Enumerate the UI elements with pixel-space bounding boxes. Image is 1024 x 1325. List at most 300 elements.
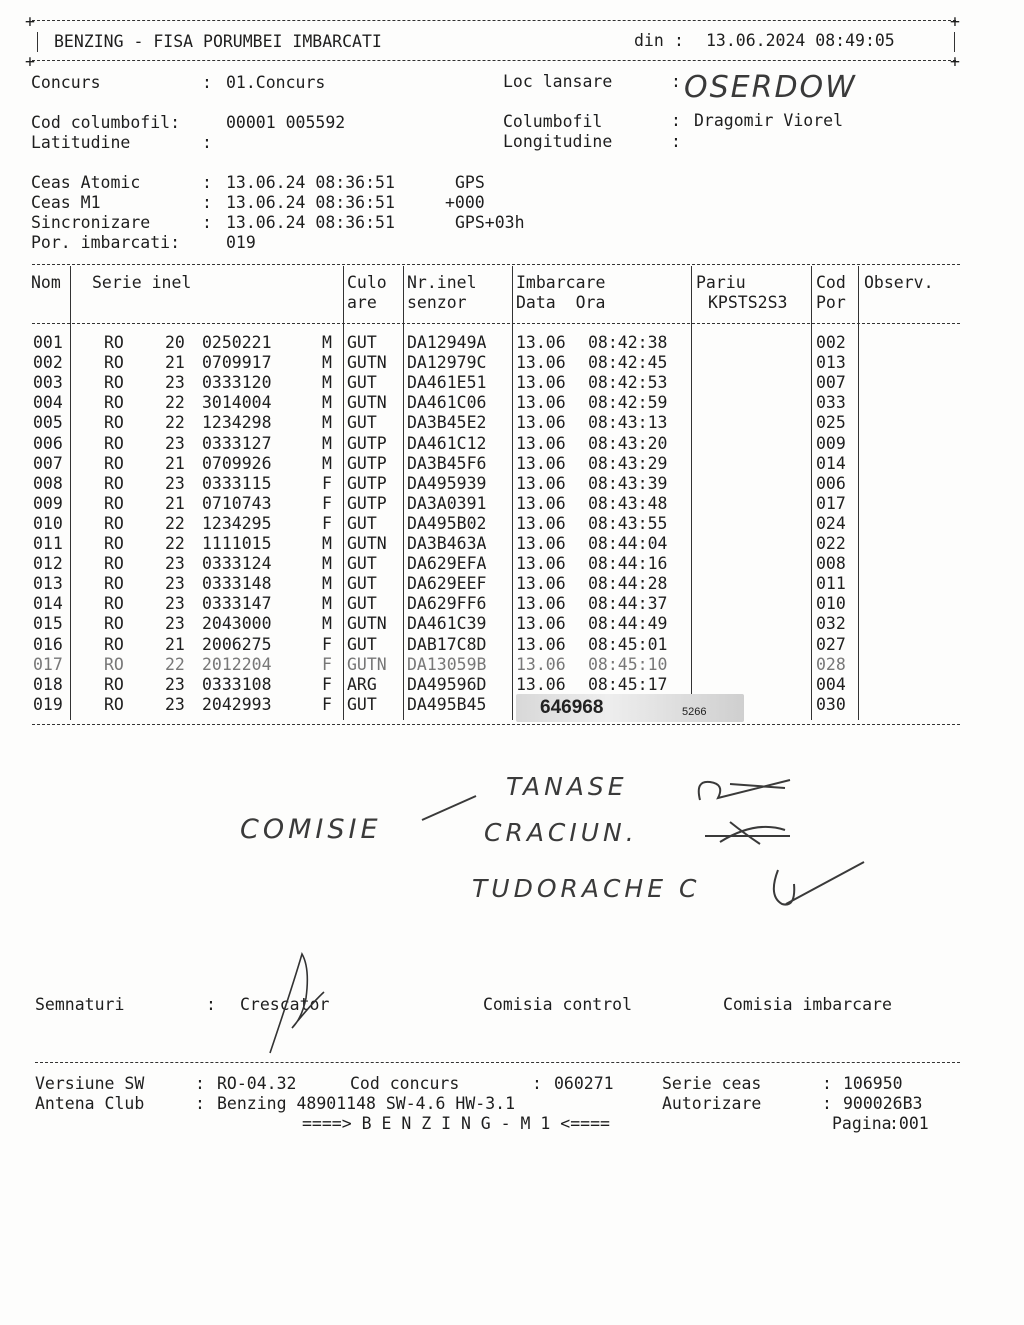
tara-cell: RO [104, 453, 124, 473]
culoare-cell: GUTN [347, 353, 387, 373]
colon: : [202, 173, 212, 192]
senzor-cell: DA3B45E2 [407, 413, 487, 433]
corner-plus: + [25, 12, 35, 31]
cod-cell: 006 [816, 473, 846, 493]
col-observatii: Observ. [864, 273, 934, 292]
cod-cell: 033 [816, 393, 846, 413]
inel-cell: 0333120 [202, 373, 272, 393]
col-cod-1: Cod [816, 273, 846, 292]
ora-cell: 08:44:28 [588, 574, 668, 594]
senzor-cell: DA3B45F6 [407, 453, 487, 473]
cod-columbofil-label: Cod columbofil: [31, 113, 181, 132]
ora-cell: 08:43:55 [588, 513, 668, 533]
longitudine-label: Longitudine [503, 132, 613, 151]
table-row [0, 474, 1024, 494]
data-cell: 13.06 [516, 353, 566, 373]
sex-cell: M [322, 594, 332, 614]
handwritten-name-1: TANASE [506, 772, 628, 801]
nom-cell: 009 [33, 493, 63, 513]
colon: : [202, 213, 212, 232]
inel-cell: 0333148 [202, 574, 272, 594]
inel-cell: 2012204 [202, 654, 272, 674]
data-cell: 13.06 [516, 614, 566, 634]
ora-cell: 08:43:29 [588, 453, 668, 473]
senzor-cell: DA12979C [407, 353, 487, 373]
col-culoare-1: Culo [347, 273, 387, 292]
handwritten-name-2: CRACIUN. [484, 818, 638, 847]
an-cell: 22 [165, 654, 185, 674]
ora-cell: 08:44:49 [588, 614, 668, 634]
nom-cell: 014 [33, 594, 63, 614]
table-row [0, 675, 1024, 695]
sex-cell: F [322, 473, 332, 493]
tara-cell: RO [104, 574, 124, 594]
an-cell: 22 [165, 393, 185, 413]
senzor-cell: DA495939 [407, 473, 487, 493]
nom-cell: 015 [33, 614, 63, 634]
table-row [0, 333, 1024, 353]
sex-cell: F [322, 674, 332, 694]
antena-label: Antena Club [35, 1094, 145, 1113]
table-row [0, 534, 1024, 554]
inel-cell: 0709926 [202, 453, 272, 473]
table-row [0, 574, 1024, 594]
versiune-label: Versiune SW [35, 1074, 145, 1093]
data-cell: 13.06 [516, 554, 566, 574]
culoare-cell: GUTN [347, 393, 387, 413]
cod-concurs-value: 060271 [554, 1074, 614, 1093]
header-left-border [37, 32, 38, 52]
footer-rule [35, 1062, 960, 1063]
colon: : [671, 132, 681, 151]
colon: : [195, 1094, 205, 1113]
nom-cell: 012 [33, 554, 63, 574]
culoare-cell: GUT [347, 513, 377, 533]
ora-cell: 08:44:37 [588, 594, 668, 614]
an-cell: 23 [165, 594, 185, 614]
sex-cell: M [322, 574, 332, 594]
porumbei-imbarcati-value: 019 [226, 233, 256, 252]
cod-cell: 028 [816, 654, 846, 674]
data-cell: 13.06 [516, 393, 566, 413]
cod-cell: 022 [816, 534, 846, 553]
colon: : [195, 1074, 205, 1093]
sincronizare-source: GPS+03h [455, 213, 525, 232]
serie-ceas-label: Serie ceas [662, 1074, 762, 1093]
sex-cell: M [322, 393, 332, 413]
concurs-value: 01.Concurs [226, 73, 326, 92]
col-pariu-2: KPSTS2S3 [708, 293, 788, 312]
ora-cell: 08:42:59 [588, 393, 668, 413]
ora-cell: 08:45:01 [588, 634, 668, 654]
culoare-cell: GUTP [347, 433, 387, 453]
tara-cell: RO [104, 654, 124, 674]
col-nr-inel-1: Nr.inel [407, 273, 477, 292]
cod-columbofil-value: 00001 005592 [226, 113, 346, 132]
ceas-m1-label: Ceas M1 [31, 193, 101, 212]
senzor-cell: DA495B02 [407, 513, 487, 533]
nom-cell: 016 [33, 634, 63, 654]
inel-cell: 0710743 [202, 493, 272, 513]
tara-cell: RO [104, 534, 124, 553]
col-cod-2: Por [816, 293, 846, 312]
ora-cell: 08:45:10 [588, 654, 668, 674]
corner-plus: + [950, 12, 960, 31]
an-cell: 23 [165, 473, 185, 493]
an-cell: 23 [165, 433, 185, 453]
data-cell: 13.06 [516, 413, 566, 433]
senzor-cell: DA461C39 [407, 614, 487, 634]
table-row [0, 514, 1024, 534]
table-row [0, 353, 1024, 373]
inel-cell: 0709917 [202, 353, 272, 373]
pagina-value: :001 [889, 1114, 929, 1133]
nom-cell: 011 [33, 534, 63, 553]
ora-cell: 08:43:20 [588, 433, 668, 453]
cod-cell: 030 [816, 694, 846, 714]
sex-cell: M [322, 554, 332, 574]
handwritten-comisie: COMISIE [240, 814, 382, 845]
nom-cell: 019 [33, 694, 63, 714]
senzor-cell: DA495B45 [407, 694, 487, 714]
cod-cell: 004 [816, 674, 846, 694]
table-bottom-rule [32, 724, 960, 725]
nom-cell: 002 [33, 353, 63, 373]
pagina-label: Pagina [832, 1114, 892, 1133]
inel-cell: 0333147 [202, 594, 272, 614]
table-row [0, 614, 1024, 634]
culoare-cell: GUTN [347, 534, 387, 553]
sincronizare-label: Sincronizare [31, 213, 151, 232]
inel-cell: 0333124 [202, 554, 272, 574]
autorizare-value: 900026B3 [843, 1094, 923, 1113]
senzor-cell: DA13059B [407, 654, 487, 674]
culoare-cell: GUT [347, 413, 377, 433]
tara-cell: RO [104, 674, 124, 694]
sex-cell: M [322, 534, 332, 553]
nom-cell: 004 [33, 393, 63, 413]
cod-cell: 010 [816, 594, 846, 614]
col-imbarcare-1: Imbarcare [516, 273, 606, 292]
cod-cell: 027 [816, 634, 846, 654]
sex-cell: M [322, 373, 332, 393]
table-row [0, 554, 1024, 574]
data-cell: 13.06 [516, 453, 566, 473]
data-cell: 13.06 [516, 634, 566, 654]
an-cell: 21 [165, 353, 185, 373]
corner-plus: + [950, 52, 960, 71]
nom-cell: 013 [33, 574, 63, 594]
inel-cell: 2006275 [202, 634, 272, 654]
culoare-cell: GUT [347, 694, 377, 714]
colon: : [671, 72, 681, 91]
tara-cell: RO [104, 594, 124, 614]
table-row [0, 635, 1024, 655]
table-row [0, 434, 1024, 454]
tara-cell: RO [104, 634, 124, 654]
nom-cell: 003 [33, 373, 63, 393]
ora-cell: 08:45:17 [588, 674, 668, 694]
an-cell: 23 [165, 674, 185, 694]
cod-cell: 007 [816, 373, 846, 393]
culoare-cell: GUT [347, 634, 377, 654]
tara-cell: RO [104, 373, 124, 393]
an-cell: 21 [165, 453, 185, 473]
table-row [0, 655, 1024, 675]
header-right-border [954, 32, 955, 52]
nom-cell: 010 [33, 513, 63, 533]
sex-cell: F [322, 694, 332, 714]
cod-cell: 008 [816, 554, 846, 574]
ora-cell: 08:43:48 [588, 493, 668, 513]
an-cell: 23 [165, 373, 185, 393]
table-row [0, 393, 1024, 413]
col-nom: Nom [31, 273, 61, 292]
cod-concurs-label: Cod concurs [350, 1074, 460, 1093]
ceas-atomic-value: 13.06.24 08:36:51 [226, 173, 395, 192]
an-cell: 23 [165, 614, 185, 634]
loc-lansare-handwritten: OSERDOW [684, 70, 857, 105]
colon: : [206, 995, 216, 1014]
sex-cell: M [322, 333, 332, 352]
colon: : [202, 193, 212, 212]
nom-cell: 006 [33, 433, 63, 453]
an-cell: 22 [165, 513, 185, 533]
ora-cell: 08:43:39 [588, 473, 668, 493]
data-cell: 13.06 [516, 654, 566, 674]
col-serie-inel: Serie inel [92, 273, 192, 292]
senzor-cell: DA461C06 [407, 393, 487, 413]
page-title: BENZING - FISA PORUMBEI IMBARCATI [54, 32, 382, 51]
culoare-cell: GUTN [347, 614, 387, 634]
tara-cell: RO [104, 353, 124, 373]
inel-cell: 1111015 [202, 534, 272, 553]
nom-cell: 001 [33, 333, 63, 352]
crescator-label: Crescator [240, 995, 330, 1014]
tara-cell: RO [104, 493, 124, 513]
inel-cell: 1234298 [202, 413, 272, 433]
tara-cell: RO [104, 333, 124, 352]
seal-number: 646968 [540, 697, 604, 718]
nom-cell: 017 [33, 654, 63, 674]
data-cell: 13.06 [516, 433, 566, 453]
colon: : [822, 1094, 832, 1113]
table-row [0, 454, 1024, 474]
cod-cell: 014 [816, 453, 846, 473]
ora-cell: 08:44:04 [588, 534, 668, 553]
senzor-cell: DA629EEF [407, 574, 487, 594]
table-row [0, 413, 1024, 433]
data-cell: 13.06 [516, 513, 566, 533]
brand-line: ====> B E N Z I N G - M 1 <==== [302, 1114, 610, 1133]
inel-cell: 2042993 [202, 694, 272, 714]
ora-cell: 08:42:53 [588, 373, 668, 393]
tara-cell: RO [104, 554, 124, 574]
tara-cell: RO [104, 433, 124, 453]
culoare-cell: GUT [347, 373, 377, 393]
header-bottom-rule [32, 60, 956, 61]
table-row [0, 373, 1024, 393]
an-cell: 21 [165, 493, 185, 513]
corner-plus: + [25, 52, 35, 71]
sex-cell: M [322, 614, 332, 634]
col-nr-inel-2: senzor [407, 293, 467, 312]
culoare-cell: GUTN [347, 654, 387, 674]
handwritten-name-3: TUDORACHE C [472, 874, 701, 903]
versiune-value: RO-04.32 [217, 1074, 297, 1093]
ora-cell: 08:43:13 [588, 413, 668, 433]
sex-cell: M [322, 413, 332, 433]
cod-cell: 011 [816, 574, 846, 594]
tara-cell: RO [104, 393, 124, 413]
date-value: 13.06.2024 08:49:05 [706, 31, 895, 50]
culoare-cell: GUT [347, 333, 377, 352]
col-pariu-1: Pariu [696, 273, 746, 292]
header-top-rule [32, 20, 956, 21]
inel-cell: 0333115 [202, 473, 272, 493]
culoare-cell: GUTP [347, 493, 387, 513]
col-culoare-2: are [347, 293, 377, 312]
colon: : [532, 1074, 542, 1093]
senzor-cell: DAB17C8D [407, 634, 487, 654]
sex-cell: M [322, 433, 332, 453]
signature-mark-1 [690, 770, 800, 810]
cod-cell: 025 [816, 413, 846, 433]
data-cell: 13.06 [516, 333, 566, 352]
table-row [0, 695, 1024, 715]
latitudine-label: Latitudine [31, 133, 131, 152]
data-cell: 13.06 [516, 674, 566, 694]
antena-value: Benzing 48901148 SW-4.6 HW-3.1 [217, 1094, 516, 1113]
columbofil-label: Columbofil [503, 112, 603, 131]
table-row [0, 594, 1024, 614]
sex-cell: M [322, 353, 332, 373]
comisia-imbarcare-label: Comisia imbarcare [723, 995, 892, 1014]
ceas-m1-offset: +000 [445, 193, 485, 212]
colon: : [671, 111, 681, 130]
an-cell: 23 [165, 574, 185, 594]
table-top-rule [32, 264, 960, 265]
autorizare-label: Autorizare [662, 1094, 762, 1113]
signature-mark-3 [760, 856, 870, 916]
sex-cell: M [322, 453, 332, 473]
cod-cell: 017 [816, 493, 846, 513]
an-cell: 23 [165, 694, 185, 714]
nom-cell: 008 [33, 473, 63, 493]
inel-cell: 1234295 [202, 513, 272, 533]
concurs-label: Concurs [31, 73, 101, 92]
culoare-cell: GUT [347, 594, 377, 614]
culoare-cell: GUTP [347, 453, 387, 473]
culoare-cell: GUT [347, 554, 377, 574]
ora-cell: 08:42:38 [588, 333, 668, 352]
data-cell: 13.06 [516, 493, 566, 513]
senzor-cell: DA3B463A [407, 534, 487, 553]
table-header-rule [32, 323, 960, 324]
table-body [0, 333, 1024, 718]
date-colon: : [674, 31, 684, 50]
table-row [0, 494, 1024, 514]
handwritten-stroke [420, 792, 480, 822]
columbofil-value: Dragomir Viorel [694, 111, 844, 130]
senzor-cell: DA49596D [407, 674, 487, 694]
comisia-control-label: Comisia control [483, 995, 633, 1014]
tara-cell: RO [104, 513, 124, 533]
colon: : [202, 133, 212, 152]
data-cell: 13.06 [516, 373, 566, 393]
sex-cell: F [322, 493, 332, 513]
sincronizare-value: 13.06.24 08:36:51 [226, 213, 395, 232]
an-cell: 20 [165, 333, 185, 352]
seal-small-number: 5266 [682, 706, 707, 718]
cod-cell: 009 [816, 433, 846, 453]
ora-cell: 08:42:45 [588, 353, 668, 373]
sex-cell: F [322, 654, 332, 674]
cod-cell: 024 [816, 513, 846, 533]
nom-cell: 007 [33, 453, 63, 473]
sex-cell: F [322, 634, 332, 654]
culoare-cell: GUT [347, 574, 377, 594]
inel-cell: 2043000 [202, 614, 272, 634]
culoare-cell: GUTP [347, 473, 387, 493]
colon: : [822, 1074, 832, 1093]
inel-cell: 3014004 [202, 393, 272, 413]
porumbei-imbarcati-label: Por. imbarcati: [31, 233, 181, 252]
ora-cell: 08:44:16 [588, 554, 668, 574]
semnaturi-label: Semnaturi [35, 995, 125, 1014]
data-cell: 13.06 [516, 594, 566, 614]
culoare-cell: ARG [347, 674, 377, 694]
data-cell: 13.06 [516, 473, 566, 493]
date-label: din [634, 31, 664, 50]
tara-cell: RO [104, 473, 124, 493]
cod-cell: 002 [816, 333, 846, 352]
data-cell: 13.06 [516, 534, 566, 553]
col-imbarcare-2: Data Ora [516, 293, 606, 312]
ceas-m1-value: 13.06.24 08:36:51 [226, 193, 395, 212]
senzor-cell: DA461C12 [407, 433, 487, 453]
senzor-cell: DA12949A [407, 333, 487, 352]
cod-cell: 032 [816, 614, 846, 634]
senzor-cell: DA3A0391 [407, 493, 487, 513]
senzor-cell: DA461E51 [407, 373, 487, 393]
sex-cell: F [322, 513, 332, 533]
serie-ceas-value: 106950 [843, 1074, 903, 1093]
inel-cell: 0333127 [202, 433, 272, 453]
an-cell: 22 [165, 534, 185, 553]
nom-cell: 005 [33, 413, 63, 433]
data-cell: 13.06 [516, 574, 566, 594]
tara-cell: RO [104, 413, 124, 433]
an-cell: 23 [165, 554, 185, 574]
crescator-signature [262, 948, 332, 1058]
inel-cell: 0333108 [202, 674, 272, 694]
an-cell: 21 [165, 634, 185, 654]
cod-cell: 013 [816, 353, 846, 373]
ceas-atomic-label: Ceas Atomic [31, 173, 141, 192]
nom-cell: 018 [33, 674, 63, 694]
signature-mark-2 [700, 814, 800, 850]
senzor-cell: DA629EFA [407, 554, 487, 574]
senzor-cell: DA629FF6 [407, 594, 487, 614]
loc-lansare-label: Loc lansare [503, 72, 613, 91]
ceas-atomic-source: GPS [455, 173, 485, 192]
an-cell: 22 [165, 413, 185, 433]
tara-cell: RO [104, 694, 124, 714]
colon: : [202, 73, 212, 92]
inel-cell: 0250221 [202, 333, 272, 352]
tara-cell: RO [104, 614, 124, 634]
